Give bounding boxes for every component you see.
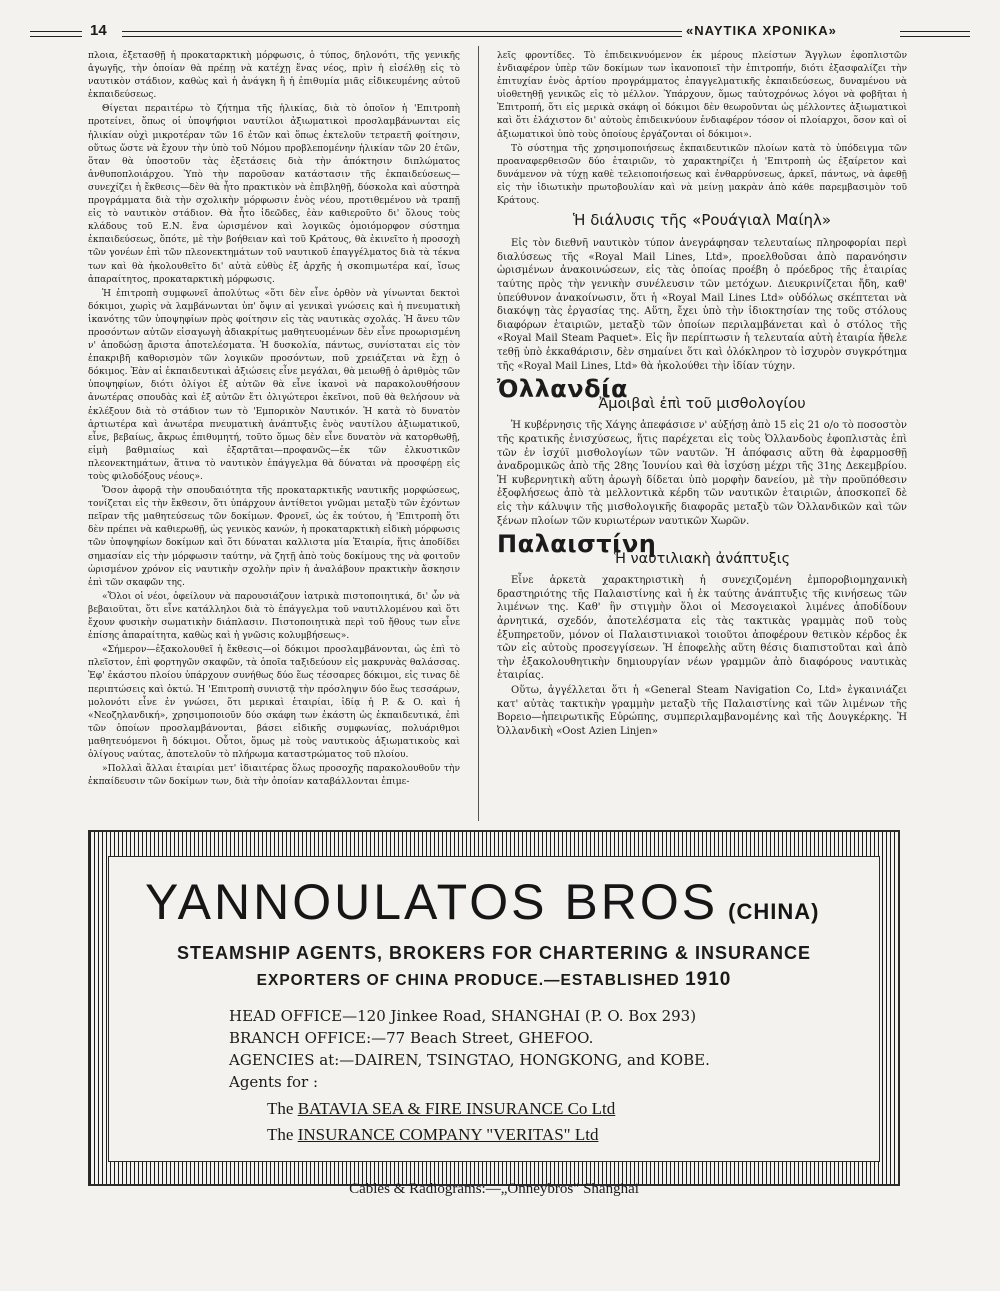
ad-head-office: HEAD OFFICE—120 Jinkee Road, SHANGHAI (P. O. Box 293) xyxy=(229,1007,697,1025)
ad-agent-veritas xyxy=(267,1125,598,1145)
left-column xyxy=(88,50,460,790)
column-divider xyxy=(478,46,479,821)
paragraph: «Σήμερον—ἐξακολουθεῖ ἡ ἔκθεσις—οἱ δόκιμοι προσλαμβάνονται, ὡς ἐπὶ τὸ πλεῖστον, ἐπὶ φορτηγῶν σκαφῶν, τὰ ὁποῖα ταξιδεύουν εἰς μακρυνὰς θαλάσσας. Ἐφ' ἑκάστου πλοίου ὑπάρχουν συνήθως δύο ἕως τέσσαρες δόκιμοι, εἰς τινας δὲ περιπτώσεις καὶ ὀκτώ. Ἡ 'Επιτροπὴ συνιστᾷ τὴν πρόσληψιν δύο ἕως τεσσάρων, μολονότι εἶνε ἐν γνώσει, ὅτι μερικαὶ ἑταιρίαι, ἰδίᾳ ἡ P. & O. καὶ ἡ «Νεοζηλανδική», χρησιμοποιοῦν δύο σκάφη των ἑκάστη ὡς ἐκπαιδευτικά, ἐπὶ τῶν ὁποίων προσλαμβάνονται, βάσει εἰδικῆς συμφωνίας, πολυάριθμοι μαθητευόμενοι ἢ δόκιμοι. Οὗτοι, ὅμως μὲ τοὺς ναυτικοὺς ἀξιωματικοὺς καὶ ὀλίγους ναύτας, ἀποτελοῦν τὸ πλήρωμα καταστρώματος τοῦ πλοίου. xyxy=(88,645,460,760)
paragraph: Ἡ ἐπιτροπὴ συμφωνεῖ ἀπολύτως «ὅτι δὲν εἶνε ὀρθὸν νὰ γίνωνται δεκτοὶ δόκιμοι, χωρὶς νὰ λαμβάνωνται ὑπ' ὄψιν αἱ γενικαὶ γνώσεις καὶ ἡ πνευματικὴ ἱκανότης τῶν ὑποψηφίων πρὸς φοίτησιν εἰς τὰς ναυτικὰς σχολάς. Ἡ ἄνευ τῶν προσόντων αὐτῶν εἰσαγωγὴ ἀδιακρίτως μαθητευομένων δὲν εἶνε προωρισμένη ν' ἀποδώσῃ ἄριστα ἀποτελέσματα. Ἡ δυσκολία, πάντως, συνίσταται εἰς τὸν ἐπακριβῆ καθορισμὸν τῶν λογικῶν προσόντων, ποῦ χρειάζεται νὰ ἔχῃ ὁ δόκιμος. Ἐὰν αἱ ἐκπαιδευτικαὶ ἀξιώσεις εἶνε μεγάλαι, θὰ μειωθῇ ὁ ἀριθμὸς τῶν ὑποψηφίων, διότι ὀλίγοι ἐξ αὐτῶν θὰ εἶνε ἱκανοὶ νὰ παρακολουθήσουν ἀνωτέρας σπουδὰς καὶ ἐξ αὐτῶν ἔτι ὀλιγώτεροι ἐκεῖνοι, ποῦ θὰ θελήσουν νὰ ἐκλέξουν διὰ τὸ στάδιον των τὸ 'Εμπορικὸν Ναυτικόν. Ἡ κατὰ τὸ δυνατὸν ἀρτιωτέρα καὶ ἀνωτέρα πνευματικὴ ἀνάπτυξις ἑνὸς ναυτίλου ἀξιωματικοῦ, εἶνε, βεβαίως, ἄκρως ἐπιθυμητή, τοῦτο ὅμως δὲν εἶνε δυνατὸν νὰ κατορθωθῇ, εἰμὴ βαθμιαίως καὶ ἐξαρτᾶται—προφανῶς—ἐκ τῶν ἐλκυστικῶν πλεονεκτημάτων, ἅτινα τὸ ναυτικὸν ἐπάγγελμα θὰ δύναται νὰ προσφέρῃ εἰς τοὺς φιλοδόξους νέους». xyxy=(88,288,460,482)
ad-cables: Cables & Radiograms:—„Onneybros" Shanghai xyxy=(349,1181,639,1197)
section-heading-royal-mail: Ἡ διάλυσις τῆς «Ρουάγιαλ Μαίηλ» xyxy=(572,211,832,230)
header-rule-left xyxy=(30,31,82,37)
ad-agent-name: BATAVIA SEA & FIRE INSURANCE Co Ltd xyxy=(297,1099,616,1118)
magazine-title: «ΝΑΥΤΙΚΑ ΧΡΟΝΙΚΑ» xyxy=(686,23,837,38)
ad-exporters-text: EXPORTERS OF CHINA PRODUCE.—ESTABLISHED xyxy=(256,972,680,989)
ad-branch-office: BRANCH OFFICE:—77 Beach Street, GHEFOO. xyxy=(229,1029,594,1047)
ad-agent-the: The xyxy=(267,1125,294,1144)
paragraph: Εἶνε ἀρκετὰ χαρακτηριστικὴ ἡ συνεχιζομένη ἐμποροβιομηχανικὴ δραστηριότης τῆς Παλαιστίνης καὶ ἡ ἐκ ταύτης ἀνάπτυξις τῆς κινήσεως τῶν λιμένων της. Καθ' ἣν στιγμὴν ὅλοι οἱ Μεσογειακοὶ λιμένες ἀποδίδουν ἀρνητικά, σχεδόν, ἀποτελέσματα εἰς τὰς τακτικὰς γραμμὰς ποῦ τοὺς ἐξυπηρετοῦν, μόνον οἱ Παλαιστινιακοὶ τοιοῦτοι ἀποφέρουν θετικὸν κέρδος ἐκ τῶν εἰς αὐτοὺς προσεγγίσεων. Ἡ ἐποφελὴς αὕτη θέσις διαπιστοῦται καὶ ἀπὸ τὴν ἐξακολουθητικὴν δημιουργίαν νέων γραμμῶν ἀπὸ διαφόρους ναυτικὰς ἑταιρίας. xyxy=(497,575,907,682)
advertisement-yannoulatos xyxy=(88,830,908,1196)
paragraph: Τὸ σύστημα τῆς χρησιμοποιήσεως ἐκπαιδευτικῶν πλοίων κατὰ τὸ ὑπόδειγμα τῶν προαναφερθεισῶν δύο ἑταιριῶν, τὸ χαρακτηρίζει ἡ 'Επιτροπὴ ὡς ἐξαίρετον καὶ δυνάμενον νὰ τύχῃ καθὲ τελειοποιήσεως καὶ ἐνθαρρύνσεως, ἀρκεῖ, πάντως, νὰ ἀφεθῇ εἰς τὴν ἰδιωτικὴν πρωτοβουλίαν καὶ νὰ μείνῃ μακρὰν ἀπὸ κάθε παρεμβασιμὸν τοῦ Κράτους. xyxy=(497,143,907,207)
ad-agent-the: The xyxy=(267,1099,294,1118)
paragraph: Θίγεται περαιτέρω τὸ ζήτημα τῆς ἡλικίας, διὰ τὸ ὁποῖον ἡ 'Επιτροπὴ προτείνει, ὅπως οἱ ὑποψήφιοι ναυτίλοι ἀξιωματικοὶ προσλαμβάνωνται εἰς ἡλικίαν οὐχὶ μικροτέραν τῶν 16 ἐτῶν καὶ ὅπως ἐκτελοῦν τετραετῆ φοίτησιν, οὕτως ὥστε νὰ ἔχουν τὴν ὑπὸ τοῦ Νόμου προβλεπομένην ἡλικίαν τῶν 20 ἐτῶν, ὅταν θὰ ὑποστοῦν τὰς ἐξετάσεις διὰ τὴν ἀπόκτησιν διπλώματος ἀνθυποπλοιάρχου. Ὑπὸ τὴν παροῦσαν κατάστασιν τῆς ἐκπαιδεύσεως—συνεχίζει ἡ ἔκθεσις—δὲν θὰ ἦτο πρακτικὸν νὰ ἐπιβληθῇ, δύσκολα καὶ αὐστηρὰ προγράμματα διὰ τὴν σχολικὴν μόρφωσιν ἑνὸς νέου, προτιθεμένου νὰ τραπῇ εἰς τὸ ναυτικὸν στάδιον. Θὰ ἦτο ἰδεῶδες, ἐὰν καθιεροῦτο δι' ὅλους τοὺς κλάδους τοῦ Ε.Ν. ἕνα ὡρισμένον καὶ λογικῶς ὁμοιόμορφον σύστημα ἐκπαιδεύσεως, ὅπότε, μὲ τὴν βοήθειαν καὶ τοῦ Κράτους, θὰ ἐκινεῖτο ἡ προσοχὴ τῶν γονέων ἐπὶ τῶν πλεονεκτημάτων τοῦ ναυτικοῦ ἐπαγγέλματος διὰ τὰ τέκνα των καὶ θὰ ἠκολουθεῖτο δι' αὐτὰ εὐθὺς ἐξ ἀρχῆς ἡ σκοπιμωτέρα καί, ἴσως ἀπαραίτητος, προκαταρκτικὴ μόρφωσις. xyxy=(88,104,460,285)
ad-agent-name: INSURANCE COMPANY "VERITAS" Ltd xyxy=(297,1125,599,1144)
paragraph: Οὕτω, ἀγγέλλεται ὅτι ἡ «General Steam Navigation Co, Ltd» ἐγκαινιάζει κατ' αὐτὰς τακτικὴν γραμμὴν μεταξὺ τῆς Παλαιστίνης καὶ τῶν λιμένων τῆς Βορειο—ἠπειρωτικῆς Εὐρώπης, συμπεριλαμβανομένης καὶ τῆς Δουγκέρκης. Ἡ Ὀλλανδικὴ «Oost Azien Linjen» xyxy=(497,685,907,737)
ad-agents-for: Agents for : xyxy=(229,1073,319,1091)
ad-services-line: STEAMSHIP AGENTS, BROKERS FOR CHARTERING & INSURANCE xyxy=(176,943,812,963)
ad-company-name xyxy=(145,873,819,931)
page-header xyxy=(30,22,970,42)
paragraph: Ὅσον ἀφορᾷ τὴν σπουδαιότητα τῆς προκαταρκτικῆς ναυτικῆς μορφώσεως, τονίζεται εἰς τὴν ἔκθεσιν, ὅτι ὑπάρχουν ἀντίθετοι γνῶμαι μεταξὺ τῶν ἐχόντων πεῖραν τῆς μαθητεύσεως τῶν δοκίμων. Φρονεῖ, ὡς ἐκ τούτου, ἡ 'Επιτροπὴ ὅτι δὲν πρέπει νὰ καθιερωθῇ, ὡς γενικὸς κανών, ἡ προκαταρκτικὴ εἰδικὴ μόρφωσις τῶν ὑποψηφίων δοκίμων καὶ ὅτι δύναται καλλιστα μία Ἑταιρία, ἥτις ἀποδίδει σημασίαν εἰς τὴν μόρφωσιν ταύτην, νὰ ζητῇ ἀπὸ τοὺς δοκίμους της νὰ φοιτοῦν ὡρισμένον χρόνον εἰς ναυτικὴν σχολὴν πρὶν ἡ ἀναλάβουν πρακτικὴν ἄσκησιν ἐπὶ τῶν σκαφῶν της. xyxy=(88,486,460,588)
page-number: 14 xyxy=(90,22,107,39)
ad-exporters-line xyxy=(109,969,879,991)
paragraph: «Ὅλοι οἱ νέοι, ὀφείλουν νὰ παρουσιάζουν ἰατρικὰ πιστοποιητικά, δι' ὧν νὰ βεβαιοῦται, ὅτι εἶνε κατάλληλοι διὰ τὸ ἐπάγγελμα τοῦ ναυτιλλομένου καὶ ὅτι ἔχουν φυσικὴν σωματικὴν διάπλασιν. Πιστοποιητικὰ περὶ τοῦ ἤθους των εἶνε ἐπίσης ἀπαραίτητα, καθὼς καὶ ἡ γνῶσις κολυμβήσεως». xyxy=(88,591,460,642)
country-heading-holland: Ὀλλανδία xyxy=(497,375,628,404)
paragraph: »Πολλαὶ ἄλλαι ἑταιρίαι μετ' ἰδιαιτέρας ὅλως προσοχῆς παρακολουθοῦν τὴν ἐκπαίδευσιν τῶν δοκίμων των, διὰ τὴν ὁποίαν καταβάλλονται ἐπιμε- xyxy=(88,764,460,788)
ad-hatched-frame xyxy=(88,830,900,1197)
ad-agent-batavia xyxy=(267,1099,615,1119)
ad-company-suffix: (CHINA) xyxy=(728,899,820,924)
paragraph: Ἡ κυβέρνησις τῆς Χάγης ἀπεφάσισε ν' αὐξήσῃ ἀπὸ 15 εἰς 21 ο/ο τὸ ποσοστὸν τῆς κρατικῆς ἐνισχύσεως, ἥτις παρέχεται εἰς τοὺς Ὀλλανδοὺς ἐφοπλιστὰς ἐπὶ τῶν ἐν ἰσχύϊ μισθολογίων τῶν ναυτῶν. Ἡ ἀπόφασις αὕτη θὰ ἐφαρμοσθῇ ἀναδρομικῶς ἀπὸ τῆς 28ης Ἰουνίου καὶ θὰ ἰσχύσῃ μέχρι τῆς 31ης Δεκεμβρίου. Ἡ κυβερνητικὴ αὕτη ἀρωγὴ δίδεται ὑπὸ μορφὴν δανείου, μὲ τὴν προϋπόθεσιν ἐξοφλήσεως ἀπὸ τὰ μελλοντικὰ κέρδη τῶν ναυτικῶν ἑταιριῶν, ἀποσκοπεῖ δὲ εἰς τὴν κάλυψιν τῆς μισθολογικῆς διαφορᾶς μεταξὺ τῶν Ὀλλανδικῶν καὶ τῶν ξένων πλοίων τῶν κυριωτέρων ναυτικῶν Χωρῶν. xyxy=(497,420,907,527)
country-heading-palestine: Παλαιστίνη xyxy=(497,530,657,559)
section-heading-wages: Ἀμοιβαὶ ἐπὶ τοῦ μισθολογίου xyxy=(598,396,806,413)
header-rule-middle xyxy=(122,31,682,37)
paragraph: λεῖς φροντίδες. Τὸ ἐπιδεικνυόμενον ἐκ μέρους πλείστων Ἄγγλων ἐφοπλιστῶν ἐνδιαφέρον ὑπὲρ τῶν δοκίμων των ἱκανοποιεῖ τὴν ἐπιτροπήν, διότι ἐξασφαλίζει τὴν ἐπιτυχίαν ἑνὸς ἀρτίου προγράμματος ἐπαγγελματικῆς ἐκπαιδεύσεως, δυναμένου νὰ υἱοθετηθῇ γενικῶς εἰς τὸ μέλλον. Ὑπάρχουν, ὅμως ταὐτοχρόνως λόγοι νὰ φοβῆται ἡ Ἐπιτροπή, ὅτι εἰς μερικὰ σκάφη οἱ δόκιμοι δὲν θεωροῦνται ὡς μέλλοντες ἀξιωματικοὶ καὶ ὅτι ἐλάχιστον δι' αὐτοὺς ἐπιδεικνύουν ἐνδιαφέρον τόσον οἱ πλοίαρχοι, ὅσον καὶ οἱ ἀξιωματικοὶ ὑπὸ τοὺς ὁποίους ἐργάζονται οἱ δόκιμοι». xyxy=(497,51,907,140)
right-column xyxy=(497,50,907,739)
paragraph: πλοια, ἐξετασθῇ ἡ προκαταρκτικὴ μόρφωσις, ὁ τύπος, δηλονότι, τῆς γενικῆς ἀγωγῆς, τὴν ὁποίαν θὰ πρέπῃ νὰ κατέχῃ ἕνας νέος, πρὶν ἡ εἰσέλθῃ εἰς τὸ ναυτικὸν στάδιον, καθὼς καὶ ἡ ἀνάγκη ἢ ἡ ἐπιθυμία μιᾶς εἰδικευμένης αὐτοῦ ἐκπαιδεύσεως. xyxy=(88,51,460,101)
paragraph: Εἰς τὸν διεθνῆ ναυτικὸν τύπον ἀνεγράφησαν τελευταίως πληροφορίαι περὶ διαλύσεως τῆς «Royal Mail Lines, Ltd», προελθοῦσαι ἀπὸ παρανόησιν ὡρισμένων ἀνακοινώσεων, εἰς τὰς ὁποίας προέβη ὁ πρόεδρος τῆς ἑταιρίας ταύτης πρὸς τὴν γενικὴν συνέλευσιν τῶν μετόχων. Διευκρινίζεται ἤδη, καθ' ὑπεύθυνον ἀνακοίνωσιν, ὅτι ἡ «Royal Mail Lines Ltd» οὐδόλως σκέπτεται νὰ διακόψῃ τὰς ἐργασίας της. Αὕτη, ἔχει ὑπὸ τὴν ἰδιοκτησίαν της τοῦς στόλους διαφόρων ἑταιριῶν, μεταξὺ τῶν ὁποίων περιλαμβάνεται καὶ ὁ στόλος τῆς «Royal Mail Steam Paquet». Εἰς ἣν περίπτωσιν ἡ τελευταία αὐτὴ ἑταιρία ἤθελε τεθῇ ὑπὸ ἐκκαθάρισιν, δὲν σημαίνει ὅτι καὶ ὁλόκληρον τὸ ἰσχυρὸν συγκρότημα τῆς «Royal Mail Lines, Ltd» θὰ ἠκολούθει τὴν ἰδίαν τύχην. xyxy=(497,238,907,372)
ad-established-year: 1910 xyxy=(685,969,732,990)
section-heading-shipping: Ἡ ναυτιλιακὴ ἀνάπτυξις xyxy=(613,551,791,568)
ad-agencies: AGENCIES at:—DAIREN, TSINGTAO, HONGKONG, and KOBE. xyxy=(229,1051,710,1069)
ad-company-main: YANNOULATOS BROS xyxy=(145,874,719,930)
header-rule-right xyxy=(900,31,970,37)
ad-panel xyxy=(108,856,880,1197)
